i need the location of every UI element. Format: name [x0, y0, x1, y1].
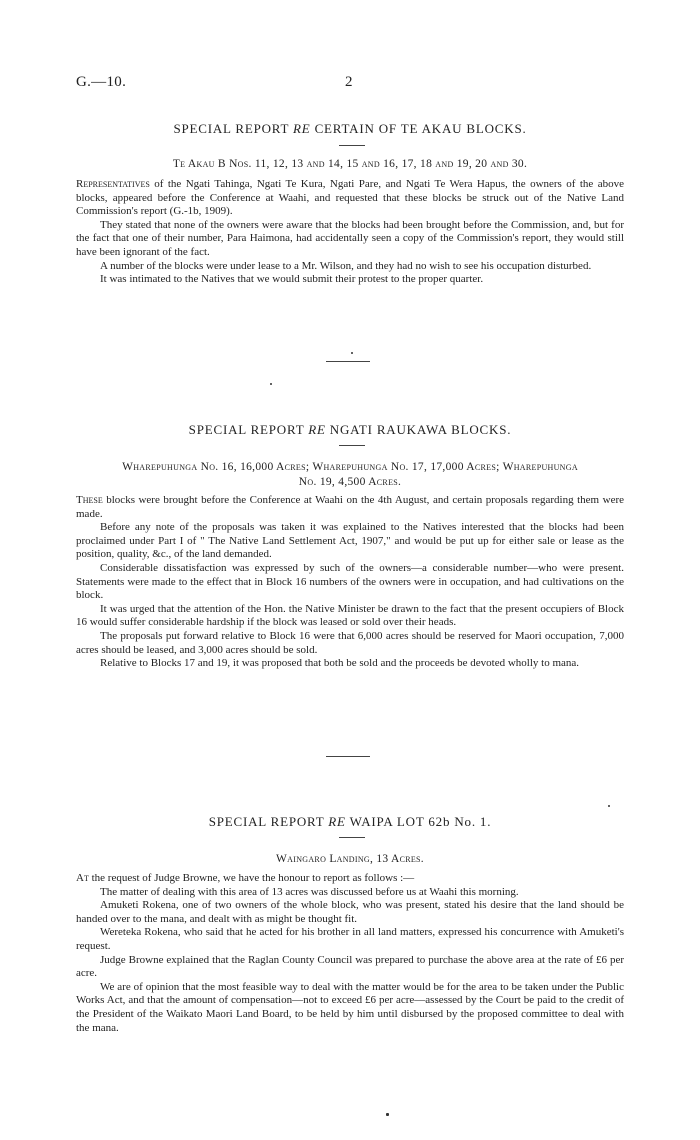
paragraph: Relative to Blocks 17 and 19, it was proposed that both be sold and the proceeds be devoted wholly to mana. — [100, 657, 580, 670]
ink-speck — [386, 1113, 389, 1116]
title-rule — [339, 837, 365, 838]
page-number: 2 — [345, 74, 353, 90]
paragraph: At the request of Judge Browne, we have the honour to report as follows :— — [76, 872, 415, 884]
section-separator — [326, 756, 370, 757]
section-body-te-akau — [76, 178, 624, 287]
document-reference: G.—10. — [76, 74, 127, 90]
paragraph: They stated that none of the owners were aware that the blocks had been brought before the Commission, and, but for the fact that one of their number, Para Haimona, had accidentally seen a copy of the Commission's report, they would still have been ignorant of the fact. — [76, 218, 624, 258]
paragraph: Judge Browne explained that the Raglan County Council was prepared to purchase the above area at the rate of £6 per acre. — [76, 953, 624, 980]
ink-speck — [351, 352, 353, 354]
title-rule — [339, 145, 365, 146]
title-rule — [339, 445, 365, 446]
section-title-ngati-raukawa: SPECIAL REPORT RE NGATI RAUKAWA BLOCKS. — [188, 422, 512, 437]
paragraph: These blocks were brought before the Conference at Waahi on the 4th August, and certain proposals regarding them were made. — [76, 494, 624, 520]
section-body-ngati-raukawa — [76, 494, 624, 671]
section-subhead-waipa: Waingaro Landing, 13 Acres. — [276, 853, 424, 865]
ink-speck — [270, 383, 272, 385]
paragraph: We are of opinion that the most feasible way to deal with the matter would be for the area to be taken under the Public Works Act, and that the amount of compensation—not to exceed £6 per acre—assessed by the Court be paid to the credit of the President of the Waikato Maori Land Board, to be held by him until disbursed by the proposed committee to deal with the mana. — [76, 980, 624, 1034]
section-body-waipa — [76, 872, 624, 1035]
ink-speck — [608, 805, 610, 807]
section-separator — [326, 361, 370, 362]
paragraph: It was intimated to the Natives that we would submit their protest to the proper quarter. — [100, 273, 484, 286]
paragraph: Representatives of the Ngati Tahinga, Ngati Te Kura, Ngati Pare, and Ngati Te Wera Hapus, the owners of the above blocks, appeared before the Conference at Waahi, and requested that these blocks be struck out of the Native Land Commission's report (G.-1b, 1909). — [76, 178, 624, 218]
subhead-line: No. 19, 4,500 Acres. — [298, 476, 402, 488]
paragraph: The matter of dealing with this area of 13 acres was discussed before us at Waahi this morning. — [100, 885, 519, 898]
paragraph: A number of the blocks were under lease to a Mr. Wilson, and they had no wish to see his occupation disturbed. — [100, 259, 592, 272]
section-subhead-te-akau: Te Akau B Nos. 11, 12, 13 and 14, 15 and 16, 17, 18 and 19, 20 and 30. — [172, 158, 528, 170]
paragraph: Considerable dissatisfaction was expressed by such of the owners—a considerable number—who were present. Statements were made to the effect that in Block 16 numbers of the owners were in occupation, and had cultivations on the block. — [76, 561, 624, 602]
paragraph: It was urged that the attention of the Hon. the Native Minister be drawn to the fact that the present occupiers of Block 16 would suffer considerable hardship if the block was leased or sold over their heads. — [76, 602, 624, 629]
section-title-te-akau: SPECIAL REPORT RE CERTAIN OF TE AKAU BLOCKS. — [173, 121, 527, 136]
section-title-waipa: SPECIAL REPORT RE WAIPA LOT 62b No. 1. — [208, 814, 492, 829]
paragraph: Before any note of the proposals was taken it was explained to the Natives interested that the blocks had been proclaimed under Part I of " The Native Land Settlement Act, 1907," and would be put up for either sale or lease as the position, quality, &c., of the land demanded. — [76, 521, 624, 561]
paragraph: Amuketi Rokena, one of two owners of the whole block, who was present, stated his desire that the land should be handed over to the mana, and dealt with as might be thought fit. — [76, 899, 624, 925]
subhead-line: Wharepuhunga No. 16, 16,000 Acres; Wharepuhunga No. 17, 17,000 Acres; Wharepuhunga — [122, 461, 578, 473]
paragraph: The proposals put forward relative to Block 16 were that 6,000 acres should be reserved for Maori occupation, 7,000 acres should be leased, and 3,000 acres should be sold. — [76, 629, 624, 656]
paragraph: Wereteka Rokena, who said that he acted for his brother in all land matters, expressed his concurrence with Amuketi's request. — [76, 926, 624, 952]
section-subhead-ngati-raukawa — [76, 460, 624, 490]
